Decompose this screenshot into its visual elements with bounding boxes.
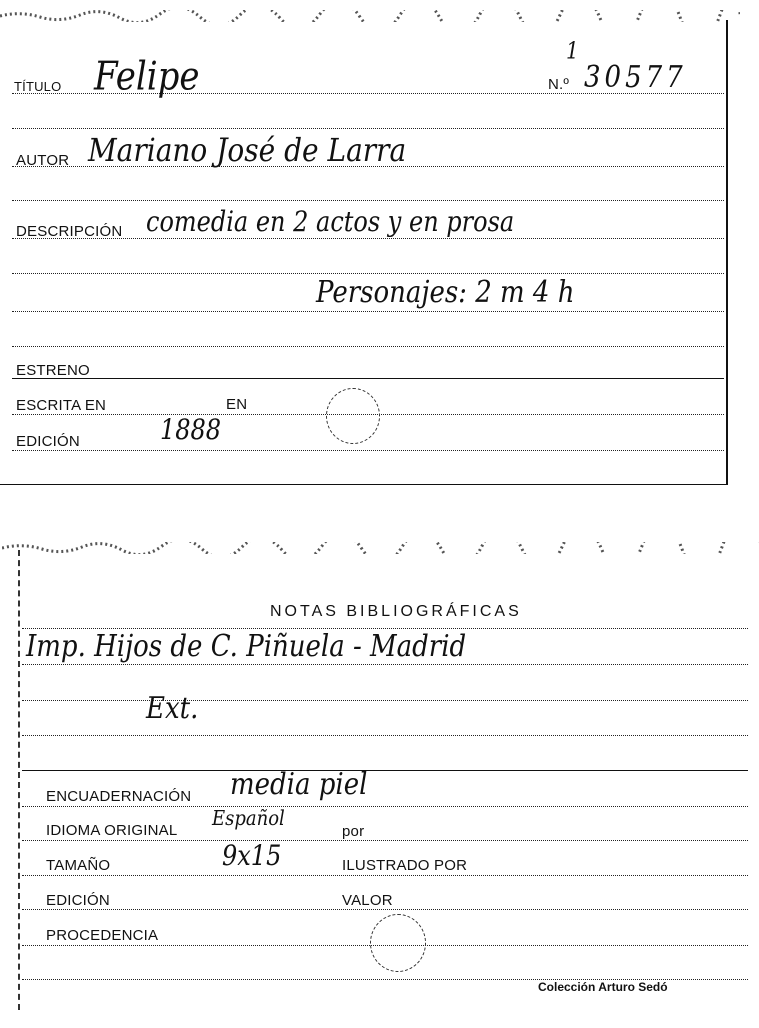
tamano-value: 9x15 xyxy=(222,839,282,872)
punch-hole-2 xyxy=(370,914,426,972)
en-label: EN xyxy=(226,396,248,413)
estreno-label: ESTRENO xyxy=(16,362,90,379)
tamano-label: TAMAÑO xyxy=(46,857,111,874)
escrita-en-label: ESCRITA EN xyxy=(16,397,107,414)
autor-label: AUTOR xyxy=(16,152,70,169)
autor-value: Mariano José de Larra xyxy=(88,131,407,169)
ilustrado-label: ILUSTRADO POR xyxy=(342,857,468,874)
idioma-value: Español xyxy=(212,806,285,831)
torn-edge-bottom-card xyxy=(2,542,759,554)
numero-mark: 1 xyxy=(566,36,579,64)
nota-line-1: Imp. Hijos de C. Piñuela - Madrid xyxy=(26,629,467,664)
encuadernacion-value: media piel xyxy=(230,767,368,802)
descripcion-label: DESCRIPCIÓN xyxy=(16,223,123,240)
titulo-value: Felipe xyxy=(94,54,200,100)
edicion-label-2: EDICIÓN xyxy=(46,892,110,909)
catalog-card-top xyxy=(0,20,728,485)
torn-edge-top xyxy=(0,10,740,22)
coleccion-label: Colección Arturo Sedó xyxy=(538,980,668,994)
catalog-card-bottom xyxy=(18,550,748,1010)
titulo-label: TÍTULO xyxy=(14,79,62,94)
encuadernacion-label: ENCUADERNACIÓN xyxy=(46,788,192,805)
personajes-value: Personajes: 2 m 4 h xyxy=(316,275,575,310)
descripcion-value: comedia en 2 actos y en prosa xyxy=(146,205,515,238)
nota-line-2: Ext. xyxy=(146,691,199,726)
valor-label: VALOR xyxy=(342,892,393,909)
numero-label: N.º xyxy=(548,76,570,93)
por-label: por xyxy=(342,823,365,840)
edicion-value: 1888 xyxy=(160,413,222,446)
edicion-label: EDICIÓN xyxy=(16,433,80,450)
procedencia-label: PROCEDENCIA xyxy=(46,927,159,944)
punch-hole xyxy=(326,388,380,444)
numero-value: 30577 xyxy=(584,60,687,95)
notas-title: NOTAS BIBLIOGRÁFICAS xyxy=(270,603,522,620)
idioma-label: IDIOMA ORIGINAL xyxy=(46,822,178,839)
